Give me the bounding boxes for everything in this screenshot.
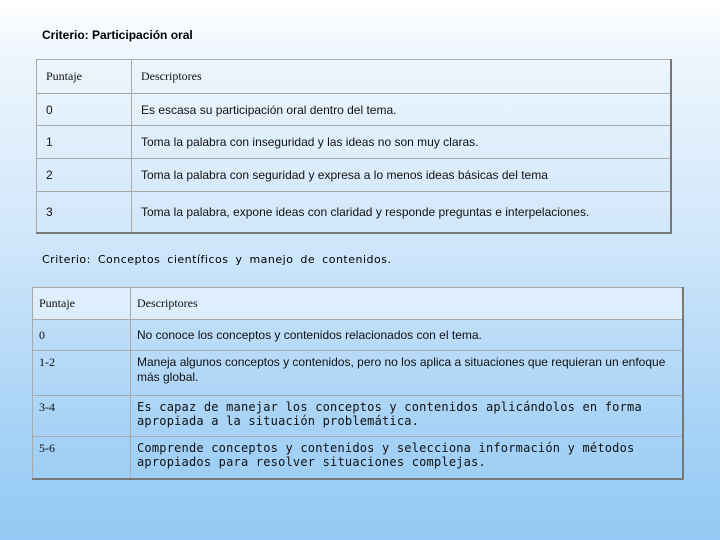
concepts-rubric-table xyxy=(32,287,684,480)
criterion-2-title: Criterio: Conceptos científicos y manejo de contenidos. xyxy=(42,253,392,266)
table-row xyxy=(33,351,684,396)
descriptor-cell: Toma la palabra con inseguridad y las ideas no son muy claras. xyxy=(132,126,672,159)
score-cell: 0 xyxy=(37,94,132,126)
score-cell: 1-2 xyxy=(33,351,131,396)
score-cell: 0 xyxy=(33,320,131,351)
table-row xyxy=(33,437,684,479)
table-row xyxy=(37,159,672,192)
score-column-header: Puntaje xyxy=(37,60,132,94)
descriptor-cell: Comprende conceptos y contenidos y selecciona información y métodos apropiados para resolver situaciones complejas. xyxy=(131,437,684,479)
criterion-1-title: Criterio: Participación oral xyxy=(42,28,193,42)
table-row xyxy=(33,320,684,351)
descriptor-cell: Maneja algunos conceptos y contenidos, pero no los aplica a situaciones que requieran un enfoque más global. xyxy=(131,351,684,396)
descriptor-column-header: Descriptores xyxy=(131,288,684,320)
participation-rubric-table xyxy=(36,59,672,234)
table-header-row xyxy=(33,288,684,320)
table-row xyxy=(37,94,672,126)
score-cell: 1 xyxy=(37,126,132,159)
descriptor-cell: Es capaz de manejar los conceptos y contenidos aplicándolos en forma apropiada a la situación problemática. xyxy=(131,396,684,437)
score-column-header: Puntaje xyxy=(33,288,131,320)
table-header-row xyxy=(37,60,672,94)
descriptor-cell: Toma la palabra, expone ideas con claridad y responde preguntas e interpelaciones. xyxy=(132,192,672,233)
table-row xyxy=(33,396,684,437)
descriptor-cell: Toma la palabra con seguridad y expresa a lo menos ideas básicas del tema xyxy=(132,159,672,192)
table-row xyxy=(37,126,672,159)
descriptor-column-header: Descriptores xyxy=(132,60,672,94)
table-row xyxy=(37,192,672,233)
score-cell: 5-6 xyxy=(33,437,131,479)
score-cell: 3-4 xyxy=(33,396,131,437)
descriptor-cell: No conoce los conceptos y contenidos relacionados con el tema. xyxy=(131,320,684,351)
score-cell: 3 xyxy=(37,192,132,233)
score-cell: 2 xyxy=(37,159,132,192)
descriptor-cell: Es escasa su participación oral dentro del tema. xyxy=(132,94,672,126)
